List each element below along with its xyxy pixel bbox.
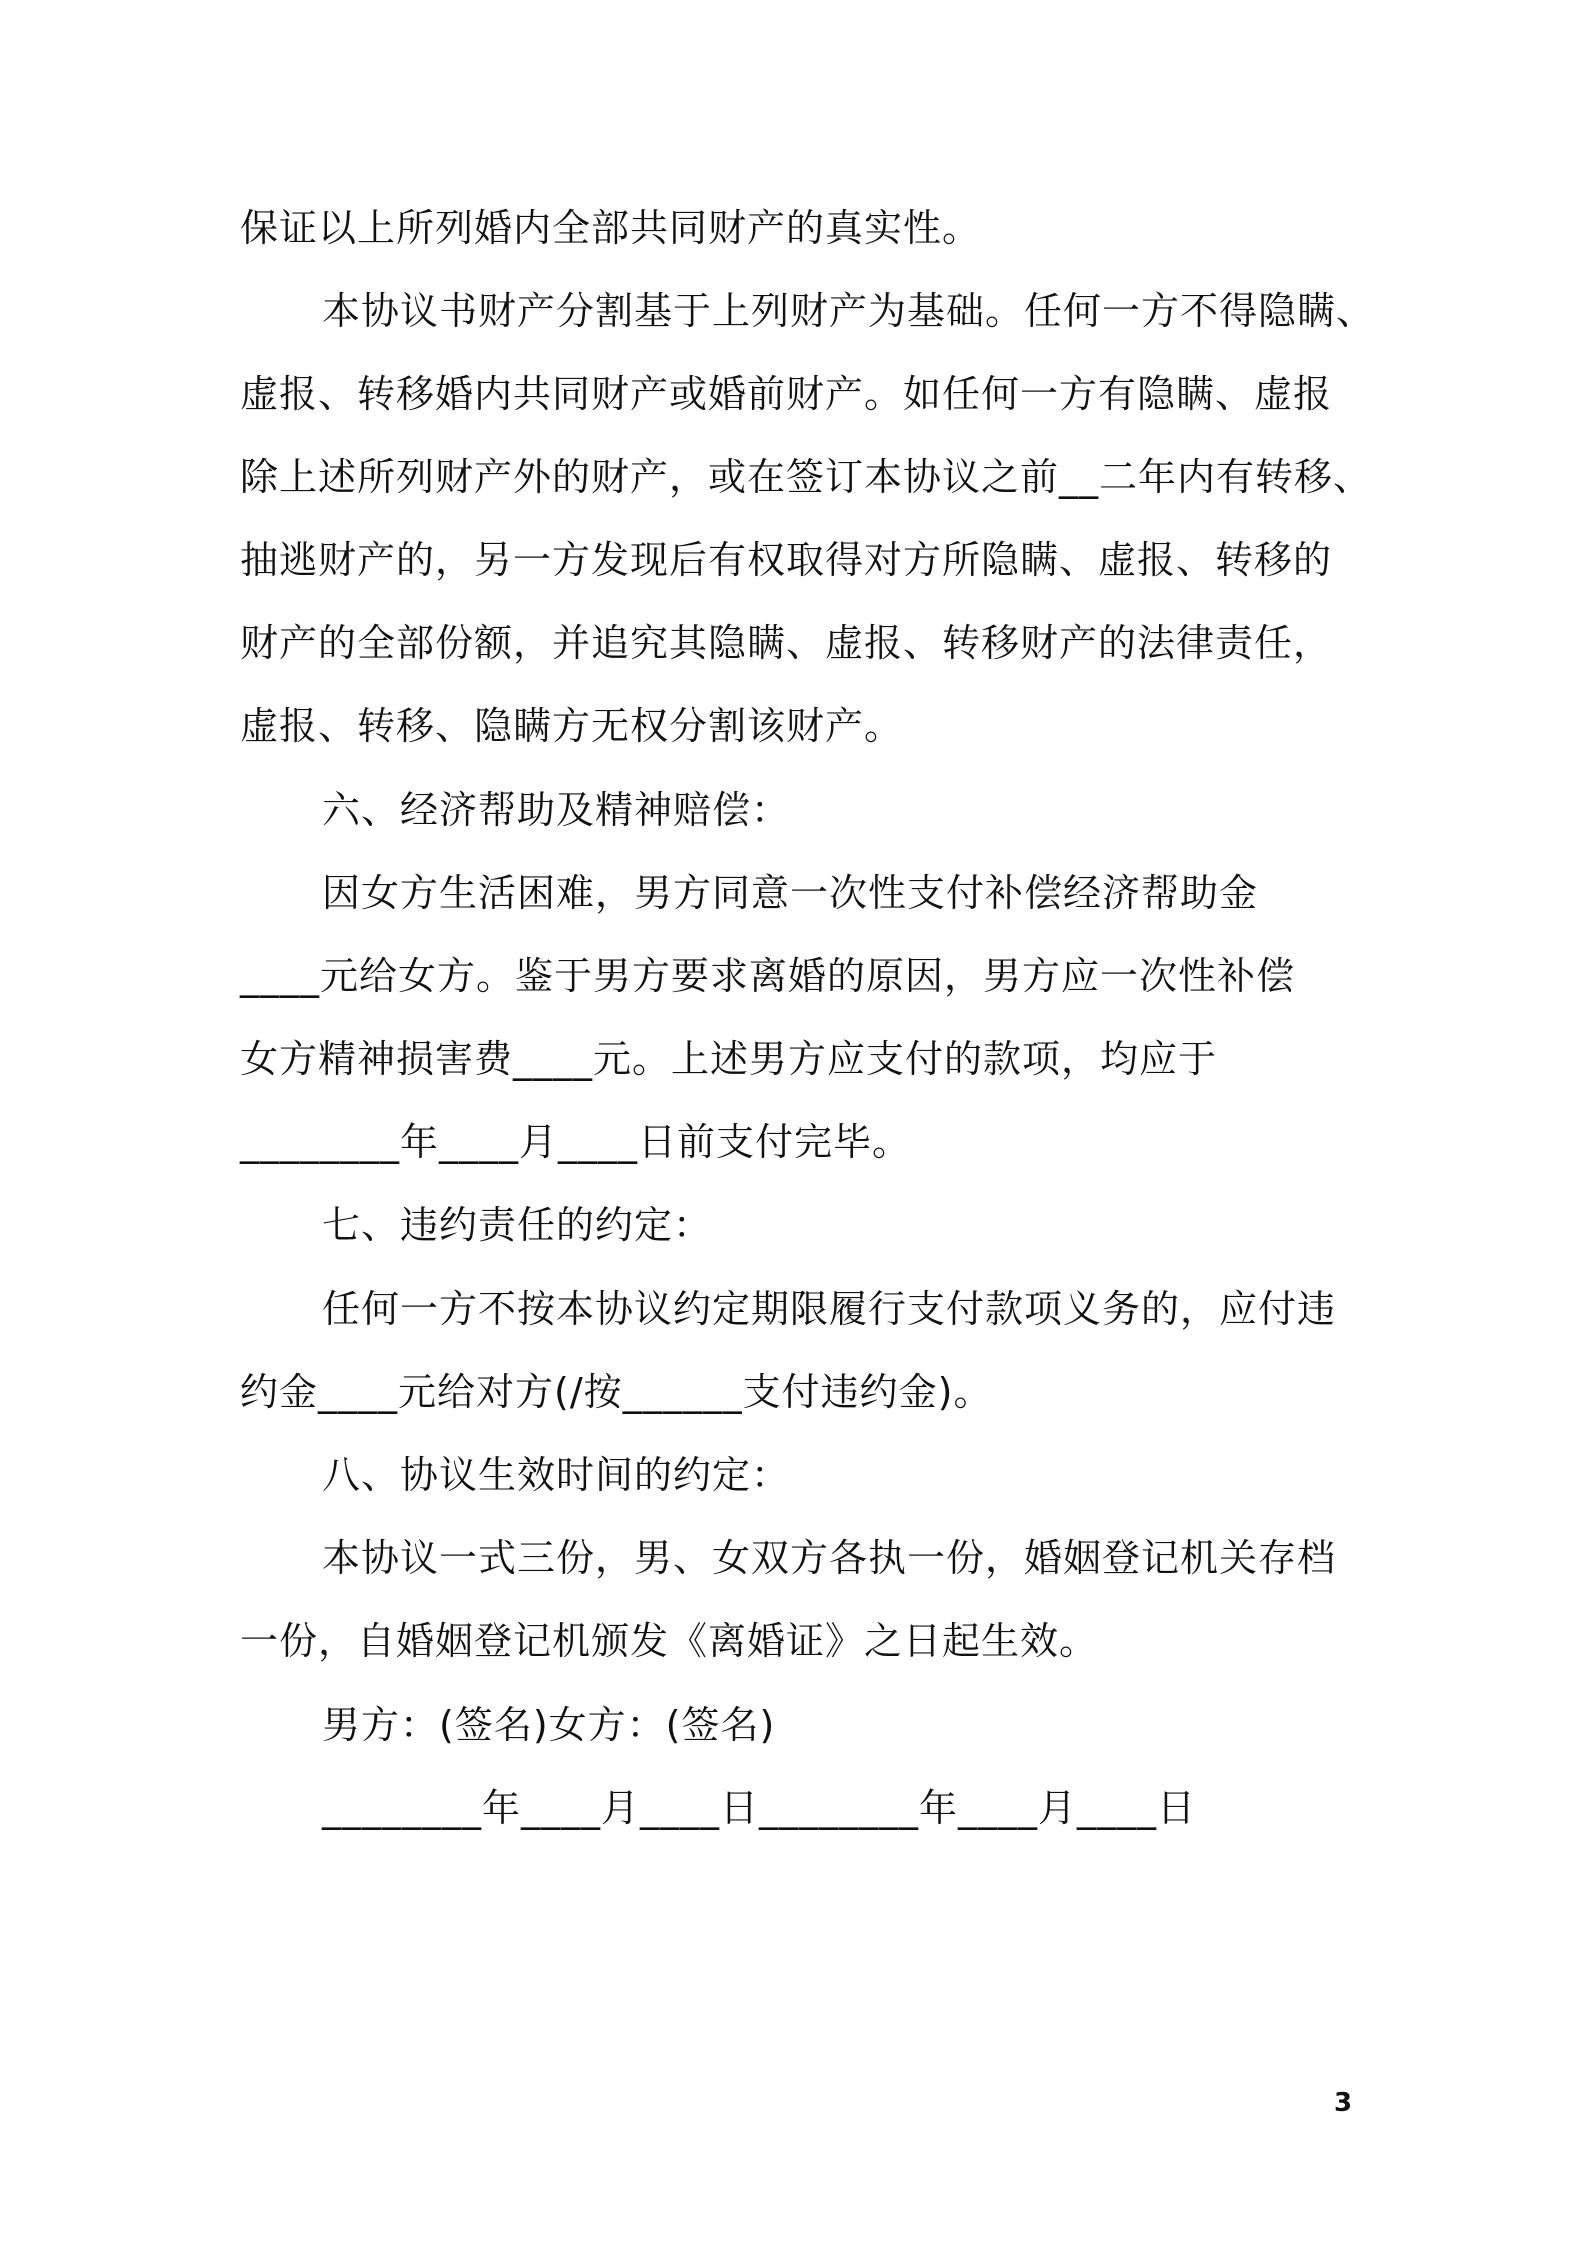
paragraph-line: 虚报、转移婚内共同财产或婚前财产。如任何一方有隐瞒、虚报 <box>240 372 1333 416</box>
signature-date-line: ________年____月____日________年____月____日 <box>322 1786 1197 1830</box>
paragraph-line: 一份，自婚姻登记机颁发《离婚证》之日起生效。 <box>240 1619 1099 1663</box>
paragraph-line: 本协议一式三份，男、女双方各执一份，婚姻登记机关存档 <box>322 1536 1337 1580</box>
paragraph-line: 除上述所列财产外的财产，或在签订本协议之前__二年内有转移、 <box>240 455 1373 499</box>
page-number: 3 <box>1334 2088 1353 2118</box>
paragraph-line: ____元给女方。鉴于男方要求离婚的原因，男方应一次性补偿 <box>240 954 1296 998</box>
paragraph-line: ________年____月____日前支付完毕。 <box>240 1120 912 1164</box>
paragraph-line: 任何一方不按本协议约定期限履行支付款项义务的，应付违 <box>322 1287 1337 1331</box>
paragraph-line: 本协议书财产分割基于上列财产为基础。任何一方不得隐瞒、 <box>322 289 1376 333</box>
paragraph-line: 女方精神损害费____元。上述男方应支付的款项，均应于 <box>240 1037 1218 1081</box>
section-heading: 七、违约责任的约定： <box>322 1203 713 1247</box>
paragraph-line: 约金____元给对方(/按______支付违约金)。 <box>240 1370 993 1414</box>
paragraph-line: 虚报、转移、隐瞒方无权分割该财产。 <box>240 704 904 748</box>
paragraph-line: 保证以上所列婚内全部共同财产的真实性。 <box>240 206 982 250</box>
paragraph-line: 抽逃财产的，另一方发现后有权取得对方所隐瞒、虚报、转移的 <box>240 538 1333 582</box>
section-heading: 六、经济帮助及精神赔偿： <box>322 788 791 832</box>
signature-line: 男方：(签名)女方：(签名) <box>322 1703 776 1747</box>
paragraph-line: 因女方生活困难，男方同意一次性支付补偿经济帮助金 <box>322 871 1259 915</box>
section-heading: 八、协议生效时间的约定： <box>322 1453 791 1497</box>
paragraph-line: 财产的全部份额，并追究其隐瞒、虚报、转移财产的法律责任， <box>240 621 1333 665</box>
